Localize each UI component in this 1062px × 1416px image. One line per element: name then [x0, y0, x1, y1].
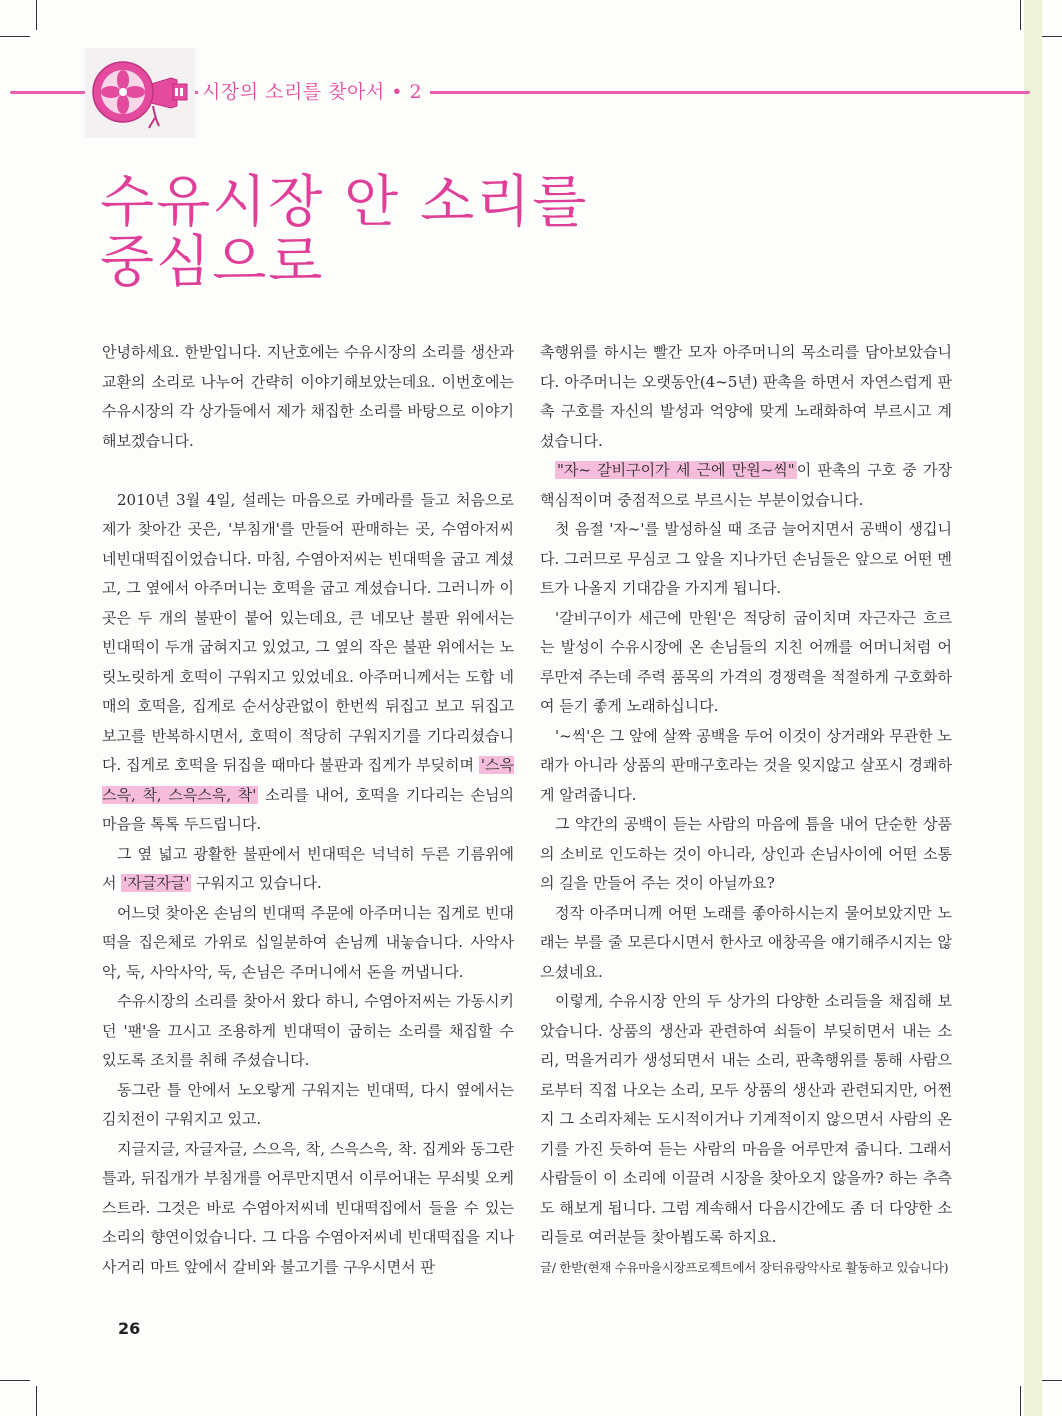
section-logo: [85, 48, 195, 138]
crop-mark: [36, 1386, 37, 1416]
paragraph: 지글지글, 자글자글, 스으윽, 착, 스윽스윽, 착. 집게와 동그란 틀과, 뒤집개가 부침개를 어루만지면서 이루어내는 무쇠빛 오케스트라. 그것은 바로 수염아저씨네 빈대떡집에서 들을 수 있는 소리의 향연이었습니다. 그 다음 수염아저씨네 빈대떡집을 지나 사거리 마트 앞에서 갈비와 불고기를 구우시면서 판: [102, 1139, 514, 1276]
paragraph: 이렇게, 수유시장 안의 두 상가의 다양한 소리들을 채집해 보았습니다. 상품의 생산과 관련하여 쇠들이 부딪히면서 내는 소리, 먹을거리가 생성되면서 내는 소리, 판촉행위를 통해 사람으로부터 직접 나오는 소리, 모두 상품의 생산과 관련되지만, 어쩐지 그 소리자체는 도시적이거나 기계적이지 않으면서 사람의 온기를 가진 듯하여 듣는 사람의 마음을 어루만져 줍니다. 그래서 사람들이 이 소리에 이끌려 시장을 찾아오지 않을까? 하는 추측도 해보게 됩니다. 그럼 계속해서 다음시간에도 좀 더 다양한 소리들로 여러분들 찾아뵙도록 하지요.: [540, 992, 952, 1246]
paragraph: 안녕하세요. 한받입니다. 지난호에는 수유시장의 소리를 생산과 교환의 소리로 나누어 간략히 이야기해보았는데요. 이번호에는 수유시장의 각 상가들에서 제가 채집한 소리를 바탕으로 이야기해보겠습니다.: [102, 343, 514, 450]
crop-mark: [1020, 1386, 1021, 1416]
paragraph: 수유시장의 소리를 찾아서 왔다 하니, 수염아저씨는 가동시키던 '팬'을 끄시고 조용하게 빈대떡이 굽히는 소리를 채집할 수 있도록 조치를 취해 주셨습니다.: [102, 992, 514, 1069]
title-line-1: 수유시장 안 소리를: [100, 170, 589, 235]
paragraph: "자~ 갈비구이가 세 근에 만원~씩" 이 판촉의 구호 중 가장 핵심적이며 중점적으로 부르시는 부분이었습니다.: [540, 461, 952, 509]
highlighted-sound: "자~ 갈비구이가 세 근에 만원~씩": [557, 461, 795, 479]
paragraph: '~씩'은 그 앞에 살짝 공백을 두어 이것이 상거래와 무관한 노래가 아니라 상품의 판매구호라는 것을 잊지않고 살포시 경쾌하게 알려줍니다.: [540, 726, 953, 804]
paragraph: 첫 음절 '자~'를 발성하실 때 조금 늘어지면서 공백이 생깁니다. 그러므로 무심코 그 앞을 지나가던 손님들은 앞으로 어떤 멘트가 나올지 기대감을 가지게 됩니다.: [540, 520, 952, 597]
page-title: [100, 170, 589, 295]
paragraph: 그 옆 넓고 광활한 불판에서 빈대떡은 넉넉히 두른 기름위에서 '자글자글' 구워지고 있습니다.: [102, 844, 514, 892]
section-label: 시장의 소리를 찾아서 • 2: [198, 78, 430, 106]
paragraph: 2010년 3월 4일, 설레는 마음으로 카메라를 들고 처음으로 제가 찾아간 곳은, '부침개'를 만들어 판매하는 곳, 수염아저씨네빈대떡집이었습니다. 마침, 수염아저씨는 빈대떡을 굽고 계셨고, 그 옆에서 아주머니는 호떡을 굽고 계셨습니다. 그러니까 이 곳은 두 개의 불판이 붙어 있는데요, 큰 네모난 불판 위에서는 빈대떡이 두개 굽혀지고 있었고, 그 옆의 작은 불판 위에서는 노릿노릿하게 호떡이 구워지고 있었네요. 아주머니께서는 도합 네 매의 호떡을, 집게로 순서상관없이 한번씩 뒤집고 보고 뒤집고 보고를 반복하시면서, 호떡이 적당히 구워지기를 기다리셨습니다. 집게로 호떡을 뒤집을 때마다 불판과 집게가 부딪히며 '스윽스윽, 착, 스윽스윽, 착' 소리를 내어, 호떡을 기다리는 손님의 마음을 톡톡 두드립니다.: [102, 490, 514, 833]
crop-mark: [0, 1380, 30, 1381]
side-color-strip: [1024, 0, 1042, 1416]
crop-mark: [36, 0, 37, 30]
article-column-left: [102, 338, 514, 1282]
paragraph: 촉행위를 하시는 빨간 모자 아주머니의 목소리를 담아보았습니다. 아주머니는 오랫동안(4~5년) 판촉을 하면서 자연스럽게 판촉 구호를 자신의 발성과 억양에 맞게 노래화하여 부르시고 계셨습니다.: [540, 343, 952, 450]
highlighted-sound: '자글자글': [123, 874, 190, 892]
paragraph: 동그란 틀 안에서 노오랗게 구워지는 빈대떡, 다시 옆에서는 김치전이 구워지고 있고.: [102, 1080, 514, 1128]
title-line-2: 중심으로: [100, 230, 325, 295]
header-rule-left: [10, 91, 90, 94]
article-column-right: [540, 338, 952, 1282]
paragraph: 그 약간의 공백이 듣는 사람의 마음에 틈을 내어 단순한 상품의 소비로 인도하는 것이 아니라, 상인과 손님사이에 어떤 소통의 길을 만들어 주는 것이 아닐까요?: [540, 815, 952, 892]
crop-mark: [1020, 0, 1021, 30]
paragraph: '갈비구이가 세근에 만원'은 적당히 굽이치며 자근자근 흐르는 발성이 수유시장에 온 손님들의 지친 어깨를 어머니처럼 어루만져 주는데 주력 품목의 가격의 경쟁력을 적절하게 구호화하여 듣기 좋게 노래하십니다.: [540, 608, 952, 715]
paragraph: 정작 아주머니께 어떤 노래를 좋아하시는지 물어보았지만 노래는 부를 줄 모른다시면서 한사코 애창곡을 얘기해주시지는 않으셨네요.: [540, 903, 952, 981]
page-number: 26: [118, 1319, 141, 1338]
highlighted-sound: '스윽스윽, 착, 스윽스윽, 착': [102, 756, 514, 804]
author-byline: 글/ 한받(현재 수유마을시장프로젝트에서 장터유랑악사로 활동하고 있습니다): [540, 1259, 949, 1275]
crop-mark: [0, 36, 30, 37]
megaphone-flower-icon: [85, 123, 195, 142]
paragraph: 어느덧 찾아온 손님의 빈대떡 주문에 아주머니는 집게로 빈대떡을 집은체로 가위로 십일분하여 손님께 내놓습니다. 사악사악, 둑, 사악사악, 둑, 손님은 주머니에서 돈을 꺼냅니다.: [102, 903, 514, 981]
